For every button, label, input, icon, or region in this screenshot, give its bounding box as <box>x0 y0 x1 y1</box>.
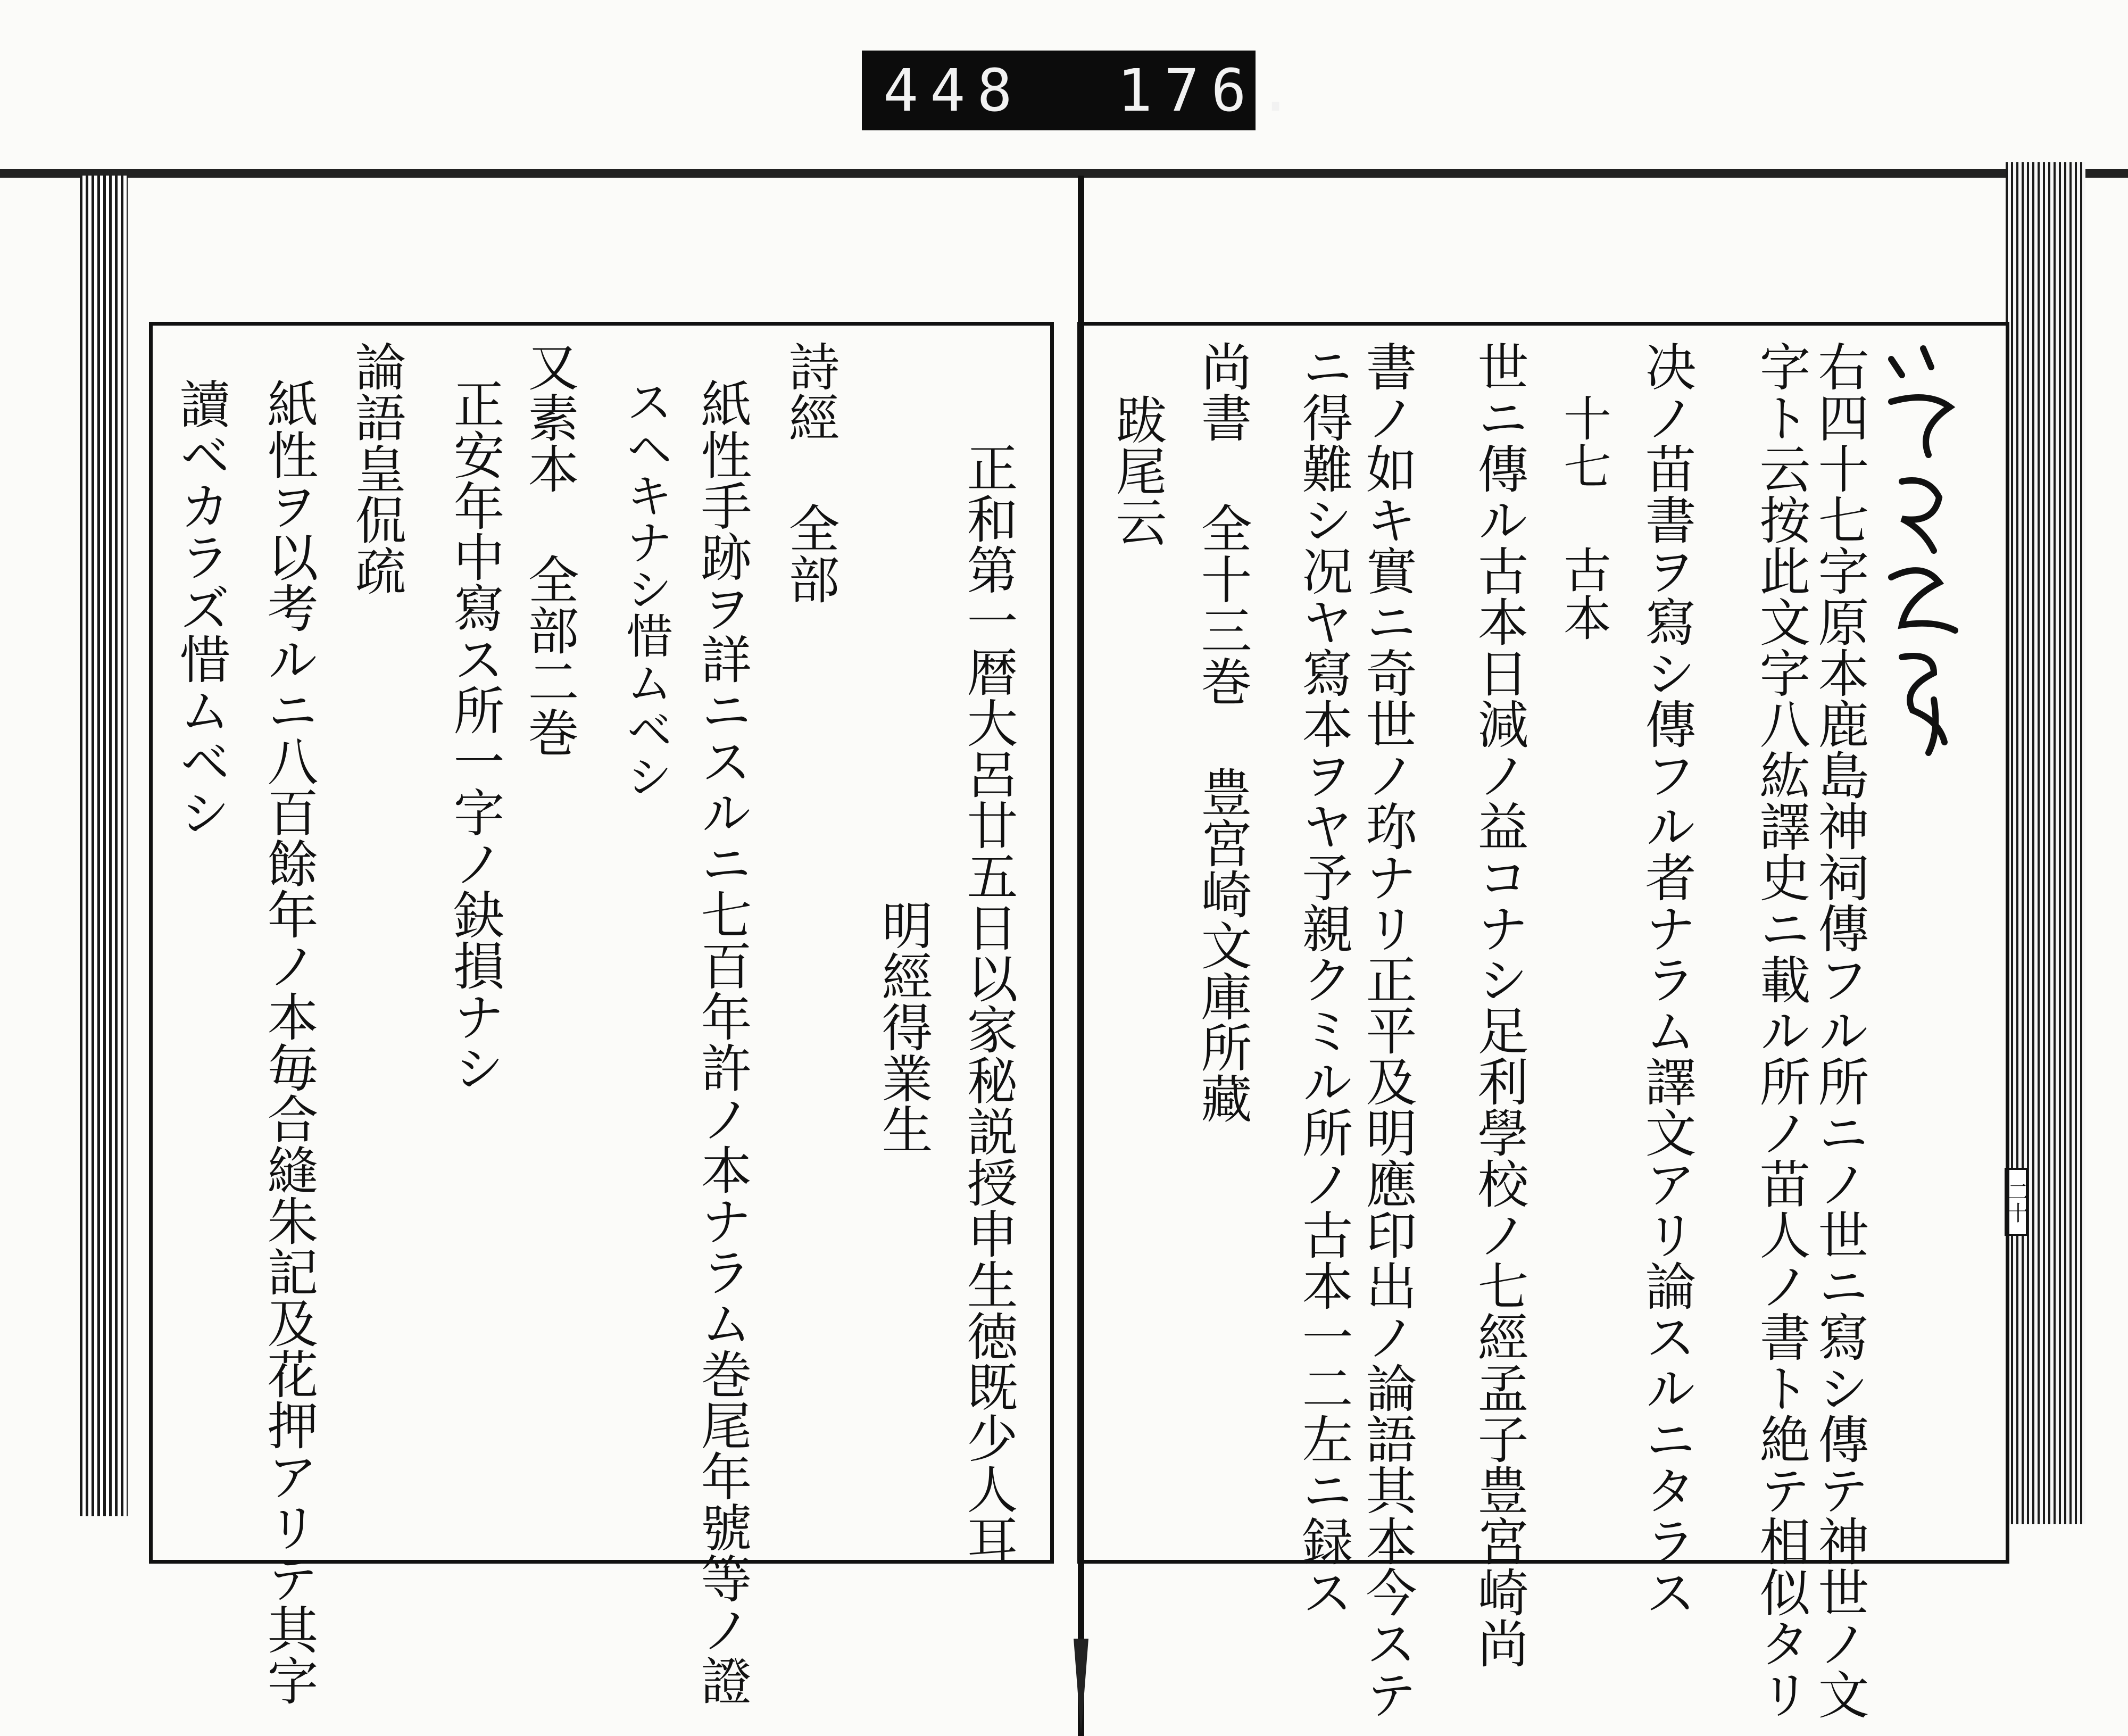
right-col-7: ニ得難シ况ヤ寫本ヲヤ予親クミル所ノ古本一二左ニ録ス <box>1294 340 1353 1617</box>
left-col-4: 紙性手跡ヲ詳ニスルニ七百年許ノ本ナラム巻尾年號等ノ證 <box>693 378 752 1706</box>
right-col-8: 尚書 全十三巻 豊宮崎文庫所藏 <box>1193 340 1252 1124</box>
scan-label-right: 176. <box>1117 56 1305 124</box>
book-edge-left <box>80 176 128 1516</box>
left-col-8: 論語皇侃疏 <box>347 340 406 596</box>
left-col-9: 紙性ヲ以考ルニ八百餘年ノ本毎合縫朱記及花押アリテ其字 <box>259 378 319 1706</box>
left-col-6: 又素本 全部二巻 <box>520 340 579 758</box>
page-number: 二十 <box>2005 1168 2028 1236</box>
left-col-7: 正安年中寫ス所一字ノ鈌損ナシ <box>445 378 505 1093</box>
left-col-10: 讀ベカラズ惜ムベシ <box>171 378 231 837</box>
left-col-2: 明經得業生 <box>874 899 933 1154</box>
right-col-4: 十七 古本 <box>1555 394 1611 641</box>
scan-label-left: 448 <box>883 56 1024 124</box>
right-col-1: 右四十七字原本鹿島神祠傳フル所ニノ世ニ寫シ傳テ神世ノ文 <box>1810 340 1869 1720</box>
cursive-heading <box>1870 327 1971 763</box>
right-col-2: 字ト云按此文字八紘譯史ニ載ル所ノ苗人ノ書ト絶テ相似タリ <box>1751 340 1811 1720</box>
book-spine-tip <box>1074 1639 1088 1734</box>
scan-label <box>862 51 1305 130</box>
top-rule <box>0 169 2128 178</box>
left-col-3: 詩經 全部 <box>780 340 840 604</box>
right-col-5: 世ニ傳ル古本日減ノ益コナシ足利學校ノ七經孟子豊宮崎尚 <box>1469 340 1529 1668</box>
right-col-9: 跋尾云 <box>1108 394 1167 547</box>
left-col-1: 正和第一暦大呂廿五日以家秘説授申生徳既少人耳 <box>959 442 1018 1565</box>
left-col-5: スヘキナシ惜ムベシ <box>619 378 674 799</box>
right-col-3: 决ノ苗書ヲ寫シ傳フル者ナラム譯文アリ論スルニタラス <box>1637 340 1697 1617</box>
right-col-6: 書ノ如キ實ニ奇世ノ珎ナリ正平及明應印出ノ論語其本今ステ <box>1358 340 1417 1720</box>
book-edge-right <box>2006 162 2085 1524</box>
